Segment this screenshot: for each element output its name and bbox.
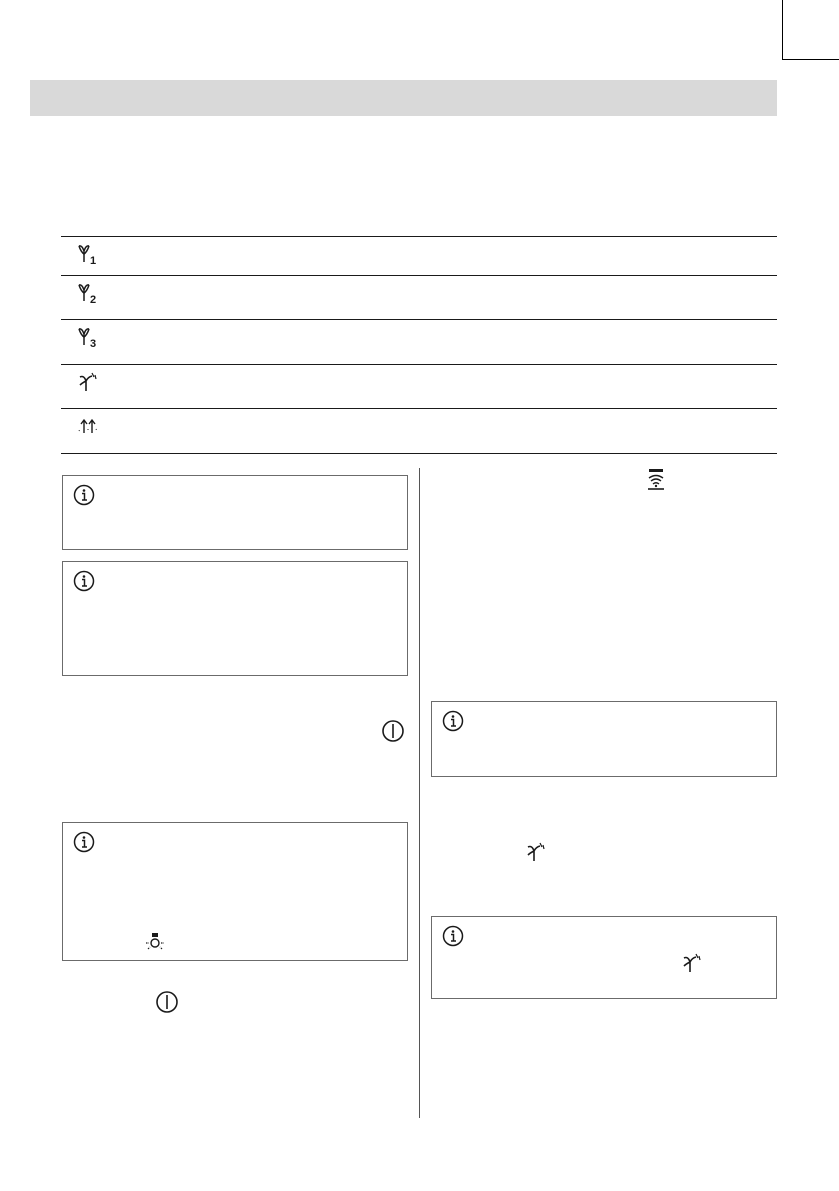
power-icon — [155, 990, 179, 1014]
fan-boost-icon — [680, 952, 708, 976]
svg-text:1: 1 — [90, 255, 97, 267]
fan-speed-table — [61, 236, 777, 454]
table-row-fan-boost — [61, 364, 777, 408]
info-icon — [73, 484, 95, 506]
table-row-fan-speed-3 — [61, 319, 777, 364]
fan-speed-1-icon — [76, 243, 104, 267]
table-row-fan-speed-1 — [61, 236, 777, 275]
note-box-3 — [62, 822, 408, 961]
hob-to-hood-icon — [644, 467, 668, 491]
note-box-4 — [431, 701, 777, 777]
fan-boost-icon — [524, 841, 552, 865]
note-box-1 — [62, 475, 408, 550]
info-icon — [73, 570, 95, 592]
breeze-icon — [76, 415, 104, 439]
info-icon — [442, 925, 464, 947]
power-icon — [381, 719, 405, 743]
info-icon — [73, 831, 95, 853]
table-row-fan-speed-2 — [61, 275, 777, 319]
fan-speed-2-icon — [76, 282, 104, 306]
section-header-bar — [30, 80, 777, 116]
table-row-breeze — [61, 408, 777, 454]
note-box-2 — [62, 561, 408, 676]
fan-speed-3-icon — [76, 326, 104, 350]
info-icon — [442, 710, 464, 732]
crop-mark-top-right-vertical — [782, 0, 783, 60]
svg-text:2: 2 — [90, 294, 97, 306]
crop-mark-top-right-horizontal — [782, 59, 839, 60]
light-icon — [143, 931, 167, 955]
fan-boost-icon — [76, 371, 104, 395]
note-box-5 — [431, 916, 777, 999]
svg-text:3: 3 — [90, 338, 97, 350]
column-divider — [419, 468, 420, 1118]
